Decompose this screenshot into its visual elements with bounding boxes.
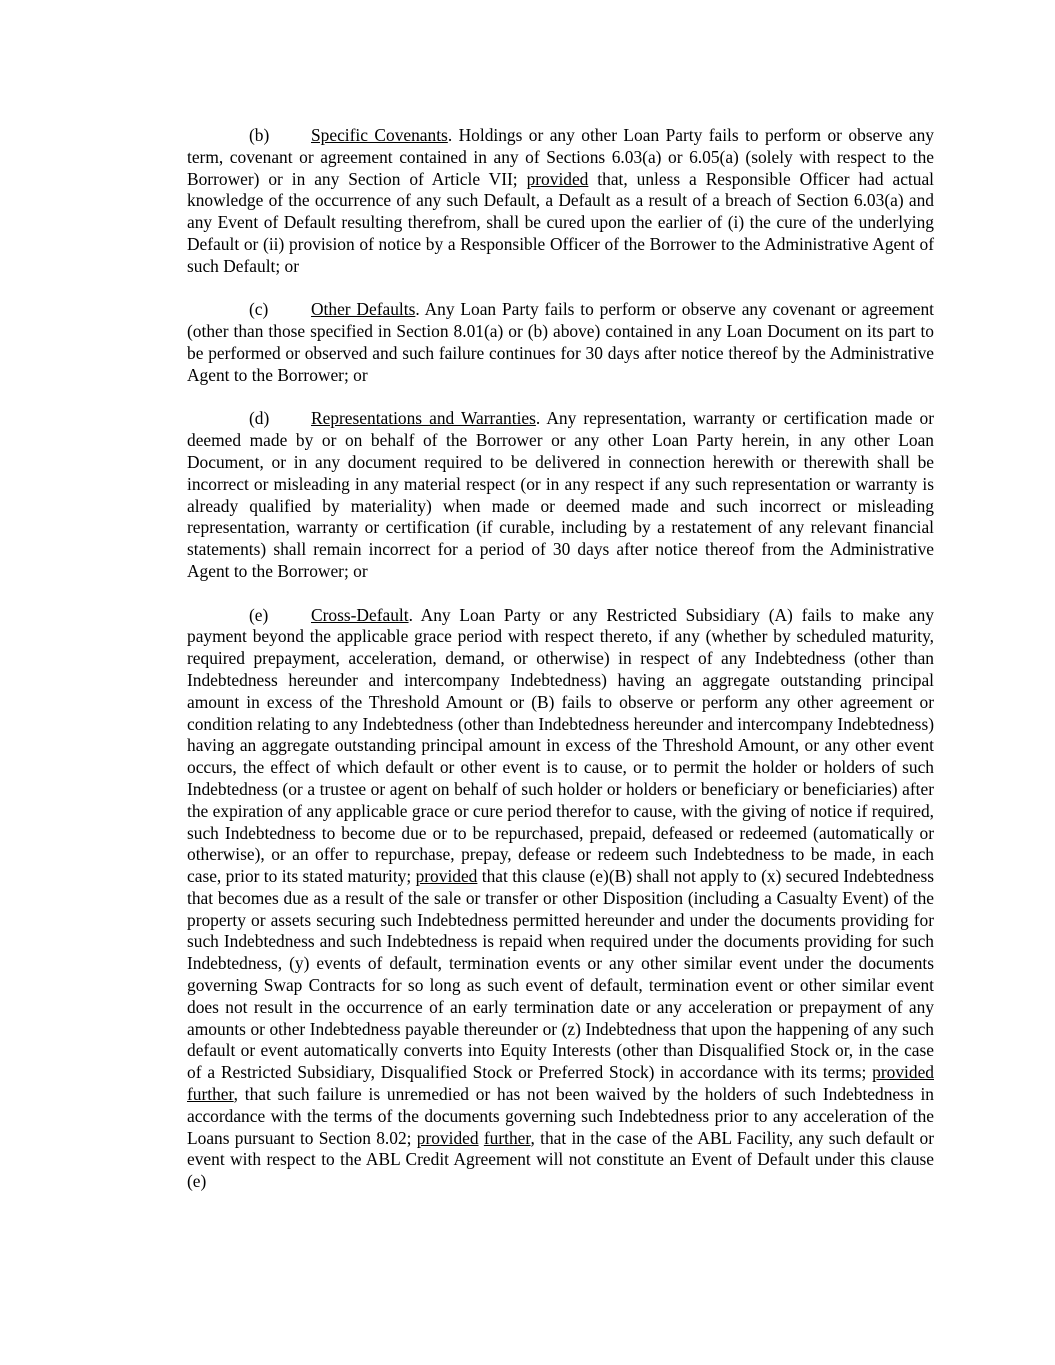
clause-text: , that such failure is unremedied or has not been waived by the holders of such Indebtedness in accordance with the terms of the documents governing such Indebtedness prior to any acceleration of the Loans pursuant to Section 8.02; <box>187 1084 934 1148</box>
clause-text: , that in the case of the ABL Facility, any such default or event with respect to the ABL Credit Agreement will not constitute an Event of Default under this clause (e) <box>187 1127 934 1192</box>
document-body <box>187 125 934 1215</box>
underlined-term: provided <box>416 1127 479 1148</box>
clause-heading: Specific Covenants <box>311 125 448 145</box>
clause-text: . Any Loan Party or any Restricted Subsidiary (A) fails to make any payment beyond the applicable grace period with respect thereto, if any (whether by scheduled maturity, required prepayment, acceleration, demand, or otherwise) in respect of any Indebtedness (other than Indebtedness hereunder and intercompany Indebtedness) having an aggregate outstanding principal amount in excess of the Threshold Amount or (B) fails to observe or perform any other agreement or condition relating to any Indebtedness (other than Indebtedness hereunder and intercompany Indebtedness) having an aggregate outstanding principal amount in excess of the Threshold Amount, or any other event occurs, the effect of which default or other event is to cause, or to permit the holder or holders of such Indebtedness (or a trustee or agent on behalf of such holder or holders or beneficiary or beneficiaries) after the expiration of any applicable grace or cure period therefor to cause, with the giving of notice if required, such Indebtedness to become due or to be repurchased, prepaid, defeased or redeemed (automatically or otherwise), or an offer to repurchase, prepay, defease or redeem such Indebtedness to be made, in each case, prior to its stated maturity; <box>187 604 934 887</box>
clause-label: (c) <box>249 299 269 320</box>
clause-paragraph <box>187 605 934 1194</box>
clause-text: that this clause (e)(B) shall not apply to (x) secured Indebtedness that becomes due as a result of the sale or transfer or other Disposition (including a Casualty Event) of the property or assets securing such Indebtedness permitted hereunder and under the documents providing for such Indebtedness and such Indebtedness is repaid when required under the documents providing for such Indebtedness, (y) events of default, termination events or any other similar event under the documents governing Swap Contracts for so long as such event of default, termination event or other similar event does not result in the occurrence of an early termination date or any acceleration or prepayment of any amounts or other Indebtedness payable thereunder or (z) Indebtedness that upon the happening of any such default or event automatically converts into Equity Interests (other than Disqualified Stock or, in the case of a Restricted Subsidiary, Disqualified Stock or Preferred Stock) in accordance with its terms; <box>187 866 934 1083</box>
underlined-term: further <box>483 1127 531 1148</box>
clause-label: (b) <box>249 125 270 145</box>
clause-paragraph <box>187 125 934 278</box>
clause-heading: Representations and Warranties <box>311 408 536 429</box>
clause-text: . Holdings or any other Loan Party fails to perform or observe any term, covenant or agreement contained in any of Sections 6.03(a) or 6.05(a) (solely with respect to the Borrower) or in any Section of Article VII; <box>187 125 934 189</box>
clause-label: (e) <box>249 604 269 625</box>
underlined-term: provided <box>415 866 478 887</box>
clause-text: that, unless a Responsible Officer had actual knowledge of the occurrence of any such Default, a Default as a result of a breach of Section 6.03(a) and any Event of Default resulting therefrom, shall be cured upon the earlier of (i) the cure of the underlying Default or (ii) provision of notice by a Responsible Officer of the Borrower to the Administrative Agent of such Default; or <box>187 168 934 276</box>
clause-text: . Any Loan Party fails to perform or observe any covenant or agreement (other than those specified in Section 8.01(a) or (b) above) contained in any Loan Document on its part to be performed or observed and such failure continues for 30 days after notice thereof by the Administrative Agent to the Borrower; or <box>187 299 935 385</box>
clause-label: (d) <box>249 408 270 429</box>
clause-paragraph <box>187 408 934 582</box>
clause-paragraph <box>187 299 934 386</box>
underlined-term: provided <box>526 168 589 189</box>
clause-heading: Cross-Default <box>311 604 409 625</box>
underlined-term: provided <box>872 1062 934 1083</box>
underlined-term: further <box>187 1084 234 1105</box>
clause-text: . Any representation, warranty or certification made or deemed made by or on behalf of the Borrower or any other Loan Party herein, in any other Loan Document, or in any document required to be delivered in connection herewith or therewith shall be incorrect or misleading in any material respect (or in any respect if any such representation or warranty is already qualified by materiality) when made or deemed made and such incorrect or misleading representation, warranty or certification (if curable, including by a restatement of any relevant financial statements) shall remain incorrect for a period of 30 days after notice thereof from the Administrative Agent to the Borrower; or <box>187 408 934 581</box>
clause-heading: Other Defaults <box>311 299 416 320</box>
